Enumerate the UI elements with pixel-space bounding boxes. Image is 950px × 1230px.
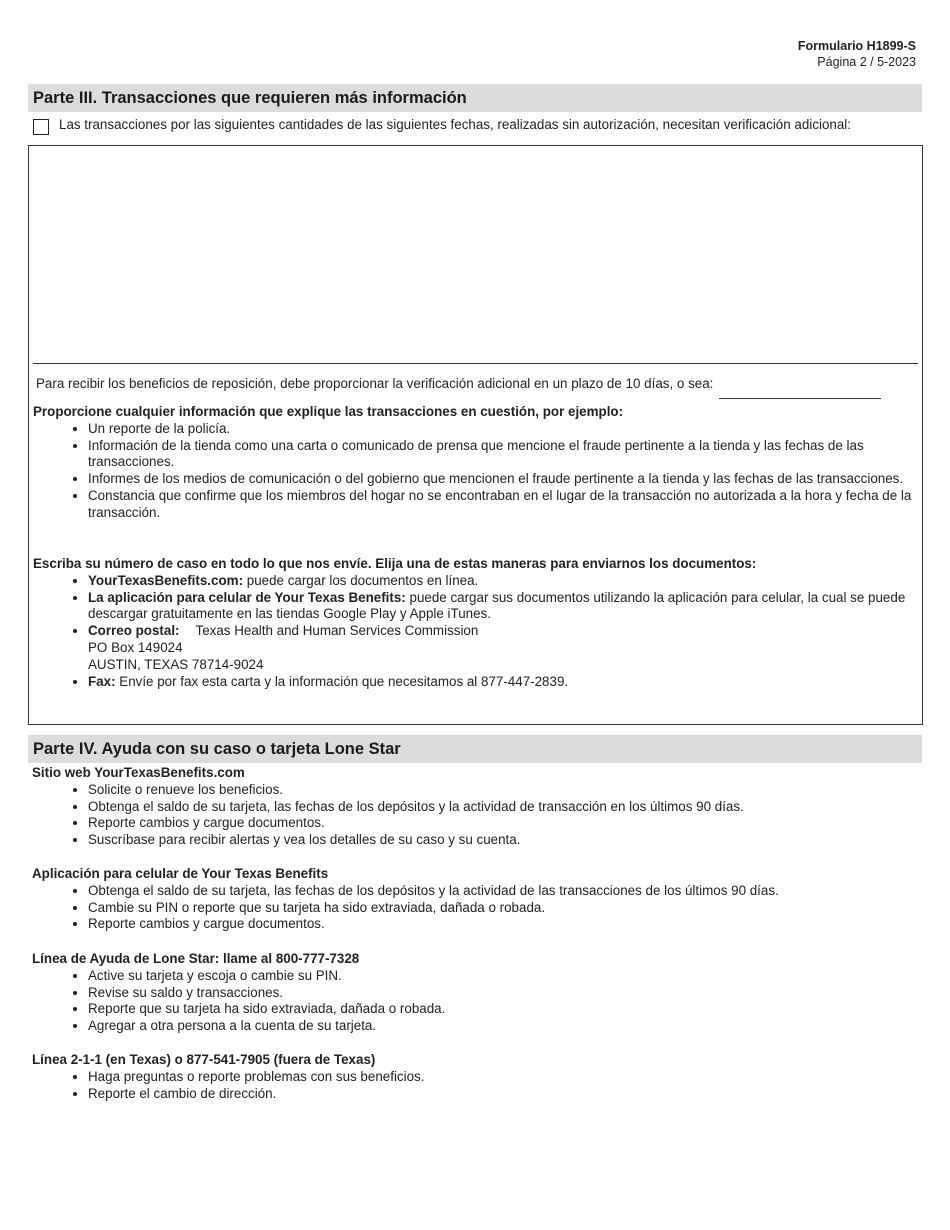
help-list bbox=[32, 782, 912, 849]
list-item: • Haga preguntas o reporte problemas con sus beneficios. bbox=[88, 1069, 912, 1086]
list-item-fax bbox=[88, 674, 917, 691]
help-group-helpline bbox=[32, 951, 912, 1035]
list-item: • Información de la tienda como una carta o comunicado de prensa que mencione el fraude pertinente a la tienda y las fechas de las transacciones. bbox=[88, 438, 917, 472]
info-section bbox=[33, 404, 917, 522]
group-heading: Línea de Ayuda de Lone Star: llame al 800-777-7328 bbox=[32, 951, 360, 966]
list-item: • Solicite o renueve los beneficios. bbox=[88, 782, 912, 799]
checkbox-label: Las transacciones por las siguientes cantidades de las siguientes fechas, realizadas sin autorización, necesitan verificación adicional: bbox=[59, 117, 851, 132]
list-item: • Reporte cambios y cargue documentos. bbox=[88, 815, 912, 832]
info-list bbox=[33, 421, 917, 522]
transactions-entry-area[interactable] bbox=[33, 150, 918, 360]
transactions-box bbox=[28, 145, 923, 725]
replacement-text: Para recibir los beneficios de reposición, debe proporcionar la verificación adicional en un plazo de 10 días, o sea: bbox=[36, 376, 714, 391]
form-header bbox=[798, 38, 916, 70]
list-item-web bbox=[88, 573, 917, 590]
help-list bbox=[32, 968, 912, 1035]
app-text: puede cargar sus documentos utilizando la aplicación para celular, la cual se puede descargar gratuitamente en las tiendas Google Play y Apple iTunes. bbox=[88, 589, 906, 622]
part4-title: Parte IV. Ayuda con su caso o tarjeta Lone Star bbox=[28, 735, 922, 763]
send-list bbox=[33, 573, 917, 691]
group-heading: Aplicación para celular de Your Texas Benefits bbox=[32, 866, 329, 881]
list-item: • Obtenga el saldo de su tarjeta, las fechas de los depósitos y la actividad de transacción en los últimos 90 días. bbox=[88, 799, 912, 816]
list-item: • Informes de los medios de comunicación o del gobierno que mencionen el fraude pertinente a la tienda y las fechas de las transacciones. bbox=[88, 471, 917, 488]
deadline-date-field[interactable] bbox=[719, 376, 881, 399]
mail-label: Correo postal: bbox=[88, 623, 180, 639]
list-item-mail bbox=[88, 623, 917, 673]
info-heading: Proporcione cualquier información que explique las transacciones en cuestión, por ejemplo: bbox=[33, 404, 624, 419]
form-number: Formulario H1899-S bbox=[797, 39, 916, 53]
list-item: • Reporte el cambio de dirección. bbox=[88, 1086, 912, 1103]
list-item: • Suscríbase para recibir alertas y vea los detalles de su caso y su cuenta. bbox=[88, 832, 912, 849]
fax-text: Envíe por fax esta carta y la información que necesitamos al 877-447-2839. bbox=[115, 673, 569, 689]
replacement-deadline-row bbox=[36, 376, 916, 399]
unauthorized-transactions-row bbox=[33, 117, 918, 135]
send-heading: Escriba su número de caso en todo lo que nos envíe. Elija una de estas maneras para enviarnos los documentos: bbox=[33, 556, 757, 571]
help-list bbox=[32, 883, 912, 933]
list-item: • Un reporte de la policía. bbox=[88, 421, 917, 438]
group-heading: Sitio web YourTexasBenefits.com bbox=[32, 765, 245, 780]
page-info: Página 2 / 5-2023 bbox=[817, 55, 916, 69]
group-heading: Línea 2-1-1 (en Texas) o 877-541-7905 (fuera de Texas) bbox=[32, 1052, 376, 1067]
help-group-website bbox=[32, 765, 912, 849]
web-label: YourTexasBenefits.com: bbox=[88, 572, 244, 588]
list-item: • Obtenga el saldo de su tarjeta, las fechas de los depósitos y la actividad de las transacciones de los últimos 90 días. bbox=[88, 883, 912, 900]
list-item: • Revise su saldo y transacciones. bbox=[88, 985, 912, 1002]
list-item: • Cambie su PIN o reporte que su tarjeta ha sido extraviada, dañada o robada. bbox=[88, 900, 912, 917]
unauthorized-transactions-checkbox[interactable] bbox=[33, 119, 49, 135]
help-group-app bbox=[32, 866, 912, 933]
web-text: puede cargar los documentos en línea. bbox=[243, 572, 479, 588]
list-item: • Constancia que confirme que los miembros del hogar no se encontraban en el lugar de la transacción no autorizada a la hora y fecha de la transacción. bbox=[88, 488, 917, 522]
list-item: • Reporte cambios y cargue documentos. bbox=[88, 916, 912, 933]
help-list bbox=[32, 1069, 912, 1103]
mail-line-1: Texas Health and Human Services Commission bbox=[195, 623, 479, 639]
list-item: • Agregar a otra persona a la cuenta de su tarjeta. bbox=[88, 1018, 912, 1035]
part3-title: Parte III. Transacciones que requieren más información bbox=[28, 84, 922, 112]
help-group-211 bbox=[32, 1052, 912, 1102]
send-section bbox=[33, 556, 917, 690]
fax-label: Fax: bbox=[88, 673, 116, 689]
mail-line-2: PO Box 149024 bbox=[88, 639, 183, 655]
mail-line-3: AUSTIN, TEXAS 78714-9024 bbox=[88, 656, 264, 672]
app-label: La aplicación para celular de Your Texas Benefits: bbox=[88, 589, 406, 605]
divider bbox=[33, 363, 918, 364]
list-item: • Active su tarjeta y escoja o cambie su PIN. bbox=[88, 968, 912, 985]
list-item-app bbox=[88, 590, 917, 624]
list-item: • Reporte que su tarjeta ha sido extraviada, dañada o robada. bbox=[88, 1001, 912, 1018]
